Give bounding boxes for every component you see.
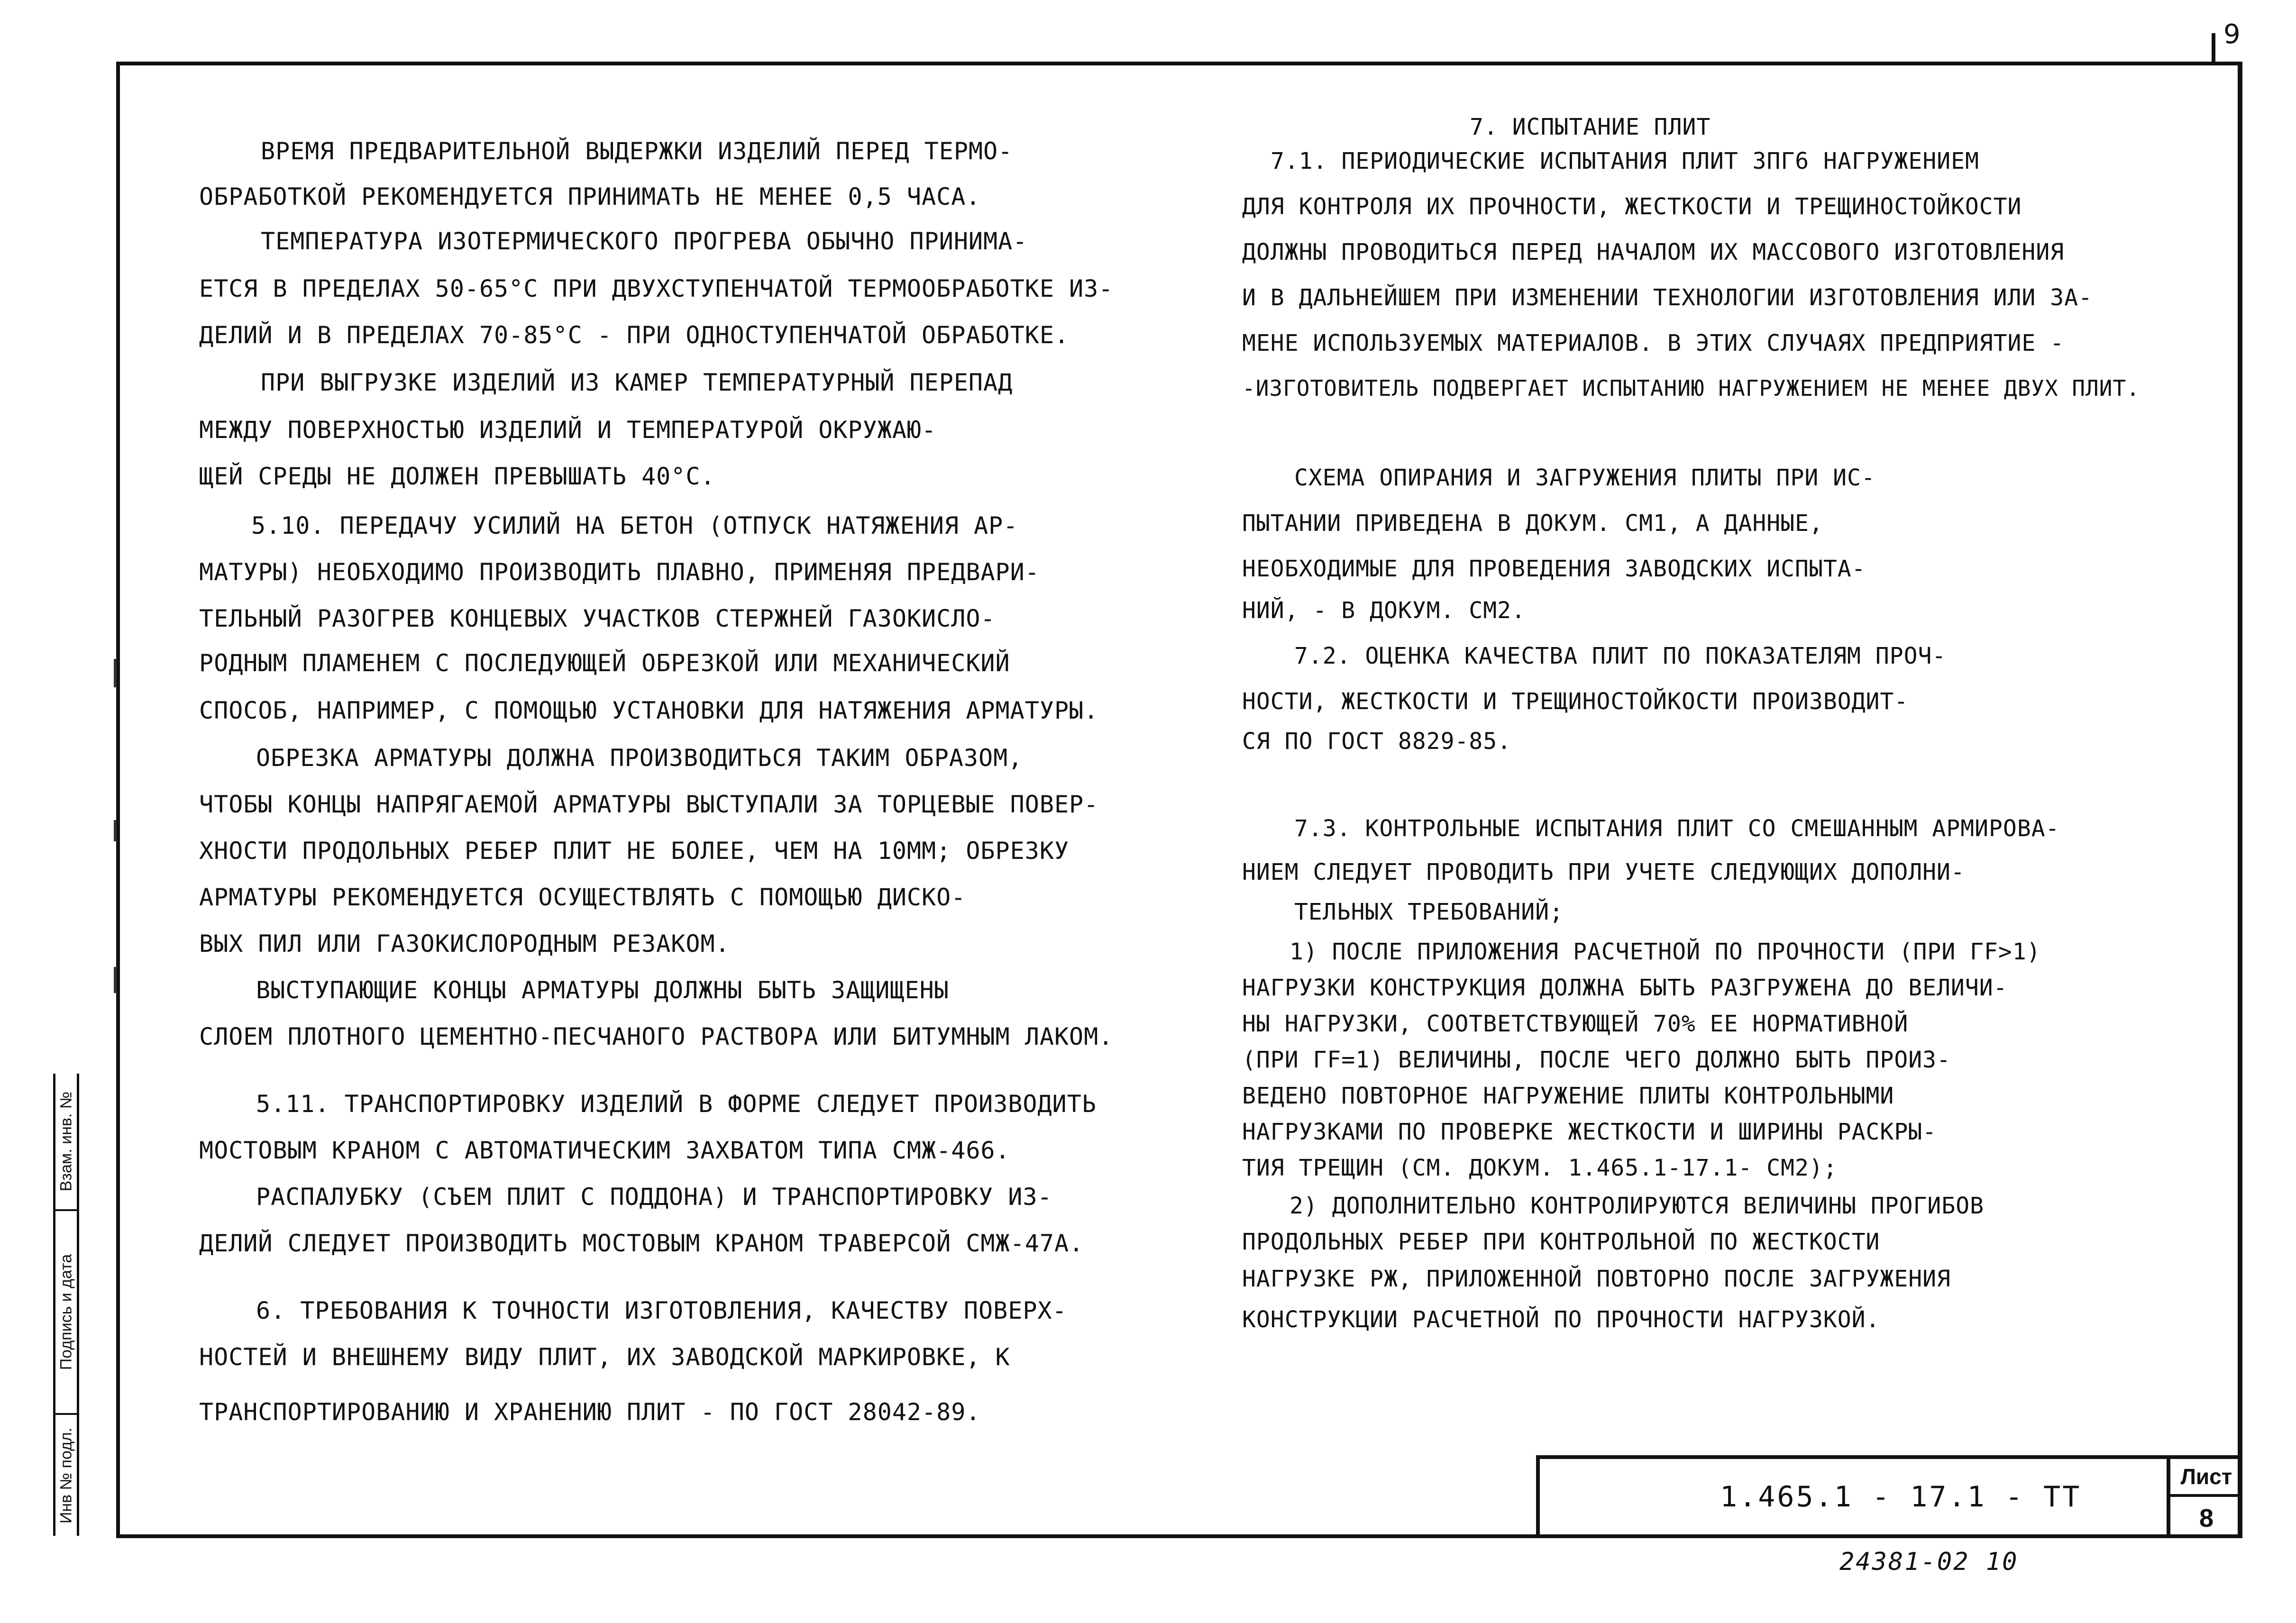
text-line: 1) ПОСЛЕ ПРИЛОЖЕНИЯ РАСЧЕТНОЙ ПО ПРОЧНОСТИ (ПРИ ΓF>1) bbox=[1290, 939, 2041, 965]
text-line: ОБРАБОТКОЙ РЕКОМЕНДУЕТСЯ ПРИНИМАТЬ НЕ МЕНЕЕ 0,5 ЧАСА. bbox=[199, 183, 981, 210]
text-line: ПРИ ВЫГРУЗКЕ ИЗДЕЛИЙ ИЗ КАМЕР ТЕМПЕРАТУРНЫЙ ПЕРЕПАД bbox=[261, 369, 1013, 396]
text-line: НИЙ, - В ДОКУМ. СМ2. bbox=[1242, 597, 1526, 624]
text-line: СЯ ПО ГОСТ 8829-85. bbox=[1242, 728, 1512, 755]
text-line: 7.3. КОНТРОЛЬНЫЕ ИСПЫТАНИЯ ПЛИТ СО СМЕШАННЫМ АРМИРОВА- bbox=[1294, 815, 2060, 842]
strip-cell-inv-original bbox=[55, 1415, 77, 1536]
text-line: НОСТЕЙ И ВНЕШНЕМУ ВИДУ ПЛИТ, ИХ ЗАВОДСКОЙ МАРКИРОВКЕ, К bbox=[199, 1343, 1010, 1371]
text-line: МЕЖДУ ПОВЕРХНОСТЬЮ ИЗДЕЛИЙ И ТЕМПЕРАТУРОЙ ОКРУЖАЮ- bbox=[199, 416, 937, 444]
sheet-label: Лист bbox=[2170, 1459, 2242, 1497]
text-line: 5.10. ПЕРЕДАЧУ УСИЛИЙ НА БЕТОН (ОТПУСК НАТЯЖЕНИЯ АР- bbox=[251, 512, 1018, 539]
corner-page-number: 9 bbox=[2223, 19, 2241, 50]
text-line: 7.1. ПЕРИОДИЧЕСКИЕ ИСПЫТАНИЯ ПЛИТ 3ПГ6 НАГРУЖЕНИЕМ bbox=[1271, 148, 1979, 174]
scan-mark bbox=[114, 967, 117, 993]
text-line: ПРОДОЛЬНЫХ РЕБЕР ПРИ КОНТРОЛЬНОЙ ПО ЖЕСТКОСТИ bbox=[1242, 1229, 1880, 1255]
text-line: ОБРЕЗКА АРМАТУРЫ ДОЛЖНА ПРОИЗВОДИТЬСЯ ТАКИМ ОБРАЗОМ, bbox=[256, 744, 1023, 772]
document-code: 1.465.1 - 17.1 - ТТ bbox=[1720, 1480, 2082, 1514]
strip-cell-replaces-inv bbox=[55, 1074, 77, 1211]
text-line: ЕТСЯ В ПРЕДЕЛАХ 50-65°С ПРИ ДВУХСТУПЕНЧАТОЙ ТЕРМООБРАБОТКЕ ИЗ- bbox=[199, 275, 1114, 302]
text-line: ТЕЛЬНЫХ ТРЕБОВАНИЙ; bbox=[1294, 899, 1564, 925]
scan-mark bbox=[114, 820, 117, 841]
text-line: РАСПАЛУБКУ (СЪЕМ ПЛИТ С ПОДДОНА) И ТРАНСПОРТИРОВКУ ИЗ- bbox=[256, 1183, 1052, 1211]
text-line: И В ДАЛЬНЕЙШЕМ ПРИ ИЗМЕНЕНИИ ТЕХНОЛОГИИ ИЗГОТОВЛЕНИЯ ИЛИ ЗА- bbox=[1242, 284, 2093, 311]
text-line: НАГРУЗКЕ РЖ, ПРИЛОЖЕННОЙ ПОВТОРНО ПОСЛЕ ЗАГРУЖЕНИЯ bbox=[1242, 1266, 1951, 1292]
text-line: ВЫСТУПАЮЩИЕ КОНЦЫ АРМАТУРЫ ДОЛЖНЫ БЫТЬ ЗАЩИЩЕНЫ bbox=[256, 976, 949, 1004]
sheet-number: 8 bbox=[2199, 1504, 2214, 1532]
left-text-column bbox=[199, 137, 1124, 1426]
text-line: НЫ НАГРУЗКИ, СООТВЕТСТВУЮЩЕЙ 70% ЕЕ НОРМАТИВНОЙ bbox=[1242, 1011, 1909, 1037]
scan-mark bbox=[114, 659, 117, 687]
text-line: 7.2. ОЦЕНКА КАЧЕСТВА ПЛИТ ПО ПОКАЗАТЕЛЯМ ПРОЧ- bbox=[1294, 643, 1947, 669]
text-line: ХНОСТИ ПРОДОЛЬНЫХ РЕБЕР ПЛИТ НЕ БОЛЕЕ, ЧЕМ НА 10ММ; ОБРЕЗКУ bbox=[199, 837, 1070, 865]
text-line: МОСТОВЫМ КРАНОМ С АВТОМАТИЧЕСКИМ ЗАХВАТОМ ТИПА СМЖ-466. bbox=[199, 1137, 1010, 1164]
strip-label-inv-original: Инв № подл. bbox=[57, 1427, 75, 1523]
text-line: ПЫТАНИИ ПРИВЕДЕНА В ДОКУМ. СМ1, А ДАННЫЕ, bbox=[1242, 510, 1823, 537]
text-line: НАГРУЗКИ КОНСТРУКЦИЯ ДОЛЖНА БЫТЬ РАЗГРУЖЕНА ДО ВЕЛИЧИ- bbox=[1242, 975, 2008, 1001]
text-line: 5.11. ТРАНСПОРТИРОВКУ ИЗДЕЛИЙ В ФОРМЕ СЛЕДУЕТ ПРОИЗВОДИТЬ bbox=[256, 1090, 1097, 1118]
left-stamp-strip bbox=[53, 1074, 79, 1536]
text-line: (ПРИ ΓF=1) ВЕЛИЧИНЫ, ПОСЛЕ ЧЕГО ДОЛЖНО БЫТЬ ПРОИЗ- bbox=[1242, 1047, 1951, 1073]
text-line: ТЕМПЕРАТУРА ИЗОТЕРМИЧЕСКОГО ПРОГРЕВА ОБЫЧНО ПРИНИМА- bbox=[261, 228, 1028, 255]
text-line: ДОЛЖНЫ ПРОВОДИТЬСЯ ПЕРЕД НАЧАЛОМ ИХ МАССОВОГО ИЗГОТОВЛЕНИЯ bbox=[1242, 239, 2065, 265]
archive-code: 24381-02 10 bbox=[1839, 1548, 2019, 1576]
text-line: ЧТОБЫ КОНЦЫ НАПРЯГАЕМОЙ АРМАТУРЫ ВЫСТУПАЛИ ЗА ТОРЦЕВЫЕ ПОВЕР- bbox=[199, 791, 1099, 818]
text-line: СЛОЕМ ПЛОТНОГО ЦЕМЕНТНО-ПЕСЧАНОГО РАСТВОРА ИЛИ БИТУМНЫМ ЛАКОМ. bbox=[199, 1023, 1114, 1050]
sheet-box bbox=[2167, 1459, 2242, 1538]
text-line: ВЕДЕНО ПОВТОРНОЕ НАГРУЖЕНИЕ ПЛИТЫ КОНТРОЛЬНЫМИ bbox=[1242, 1083, 1894, 1109]
strip-label-replaces-inv: Взам. инв. № bbox=[57, 1091, 75, 1192]
strip-cell-signature-date bbox=[55, 1211, 77, 1415]
text-line: ТИЯ ТРЕЩИН (СМ. ДОКУМ. 1.465.1-17.1- СМ2); bbox=[1242, 1155, 1838, 1181]
text-line: НЕОБХОДИМЫЕ ДЛЯ ПРОВЕДЕНИЯ ЗАВОДСКИХ ИСПЫТА- bbox=[1242, 556, 1866, 582]
text-line: ВРЕМЯ ПРЕДВАРИТЕЛЬНОЙ ВЫДЕРЖКИ ИЗДЕЛИЙ ПЕРЕД ТЕРМО- bbox=[261, 137, 1013, 165]
right-text-column bbox=[1242, 114, 2219, 1346]
text-line: РОДНЫМ ПЛАМЕНЕМ С ПОСЛЕДУЮЩЕЙ ОБРЕЗКОЙ ИЛИ МЕХАНИЧЕСКИЙ bbox=[199, 649, 1010, 677]
text-line: ДЛЯ КОНТРОЛЯ ИХ ПРОЧНОСТИ, ЖЕСТКОСТИ И ТРЕЩИНОСТОЙКОСТИ bbox=[1242, 193, 2022, 220]
text-line: НОСТИ, ЖЕСТКОСТИ И ТРЕЩИНОСТОЙКОСТИ ПРОИЗВОДИТ- bbox=[1242, 688, 1909, 715]
section-heading: 7. ИСПЫТАНИЕ ПЛИТ bbox=[1470, 114, 1711, 140]
text-line: НИЕМ СЛЕДУЕТ ПРОВОДИТЬ ПРИ УЧЕТЕ СЛЕДУЮЩИХ ДОПОЛНИ- bbox=[1242, 859, 1965, 885]
text-line: ТЕЛЬНЫЙ РАЗОГРЕВ КОНЦЕВЫХ УЧАСТКОВ СТЕРЖНЕЙ ГАЗОКИСЛО- bbox=[199, 605, 996, 632]
text-line: НАГРУЗКАМИ ПО ПРОВЕРКЕ ЖЕСТКОСТИ И ШИРИНЫ РАСКРЫ- bbox=[1242, 1119, 1937, 1145]
strip-label-signature-date: Подпись и дата bbox=[57, 1254, 75, 1370]
text-line: АРМАТУРЫ РЕКОМЕНДУЕТСЯ ОСУЩЕСТВЛЯТЬ С ПОМОЩЬЮ ДИСКО- bbox=[199, 884, 966, 911]
text-line: 6. ТРЕБОВАНИЯ К ТОЧНОСТИ ИЗГОТОВЛЕНИЯ, КАЧЕСТВУ ПОВЕРХ- bbox=[256, 1297, 1067, 1324]
text-line: КОНСТРУКЦИИ РАСЧЕТНОЙ ПО ПРОЧНОСТИ НАГРУЗКОЙ. bbox=[1242, 1306, 1880, 1333]
text-line: МЕНЕ ИСПОЛЬЗУЕМЫХ МАТЕРИАЛОВ. В ЭТИХ СЛУЧАЯХ ПРЕДПРИЯТИЕ - bbox=[1242, 330, 2065, 356]
text-line: СПОСОБ, НАПРИМЕР, С ПОМОЩЬЮ УСТАНОВКИ ДЛЯ НАТЯЖЕНИЯ АРМАТУРЫ. bbox=[199, 697, 1099, 724]
text-line: ДЕЛИЙ СЛЕДУЕТ ПРОИЗВОДИТЬ МОСТОВЫМ КРАНОМ ТРАВЕРСОЙ СМЖ-47А. bbox=[199, 1230, 1084, 1257]
text-line: ВЫХ ПИЛ ИЛИ ГАЗОКИСЛОРОДНЫМ РЕЗАКОМ. bbox=[199, 930, 730, 957]
text-line: ДЕЛИЙ И В ПРЕДЕЛАХ 70-85°С - ПРИ ОДНОСТУПЕНЧАТОЙ ОБРАБОТКЕ. bbox=[199, 321, 1070, 349]
text-line: 2) ДОПОЛНИТЕЛЬНО КОНТРОЛИРУЮТСЯ ВЕЛИЧИНЫ ПРОГИБОВ bbox=[1290, 1193, 1985, 1219]
text-line: -ИЗГОТОВИТЕЛЬ ПОДВЕРГАЕТ ИСПЫТАНИЮ НАГРУЖЕНИЕМ НЕ МЕНЕЕ ДВУХ ПЛИТ. bbox=[1242, 375, 2140, 401]
text-line: ТРАНСПОРТИРОВАНИЮ И ХРАНЕНИЮ ПЛИТ - ПО ГОСТ 28042-89. bbox=[199, 1398, 981, 1426]
text-line: МАТУРЫ) НЕОБХОДИМО ПРОИЗВОДИТЬ ПЛАВНО, ПРИМЕНЯЯ ПРЕДВАРИ- bbox=[199, 558, 1040, 586]
text-line: СХЕМА ОПИРАНИЯ И ЗАГРУЖЕНИЯ ПЛИТЫ ПРИ ИС- bbox=[1294, 465, 1875, 491]
corner-tick bbox=[2212, 33, 2215, 62]
title-block bbox=[1536, 1455, 2242, 1538]
text-line: ЩЕЙ СРЕДЫ НЕ ДОЛЖЕН ПРЕВЫШАТЬ 40°С. bbox=[199, 463, 715, 490]
